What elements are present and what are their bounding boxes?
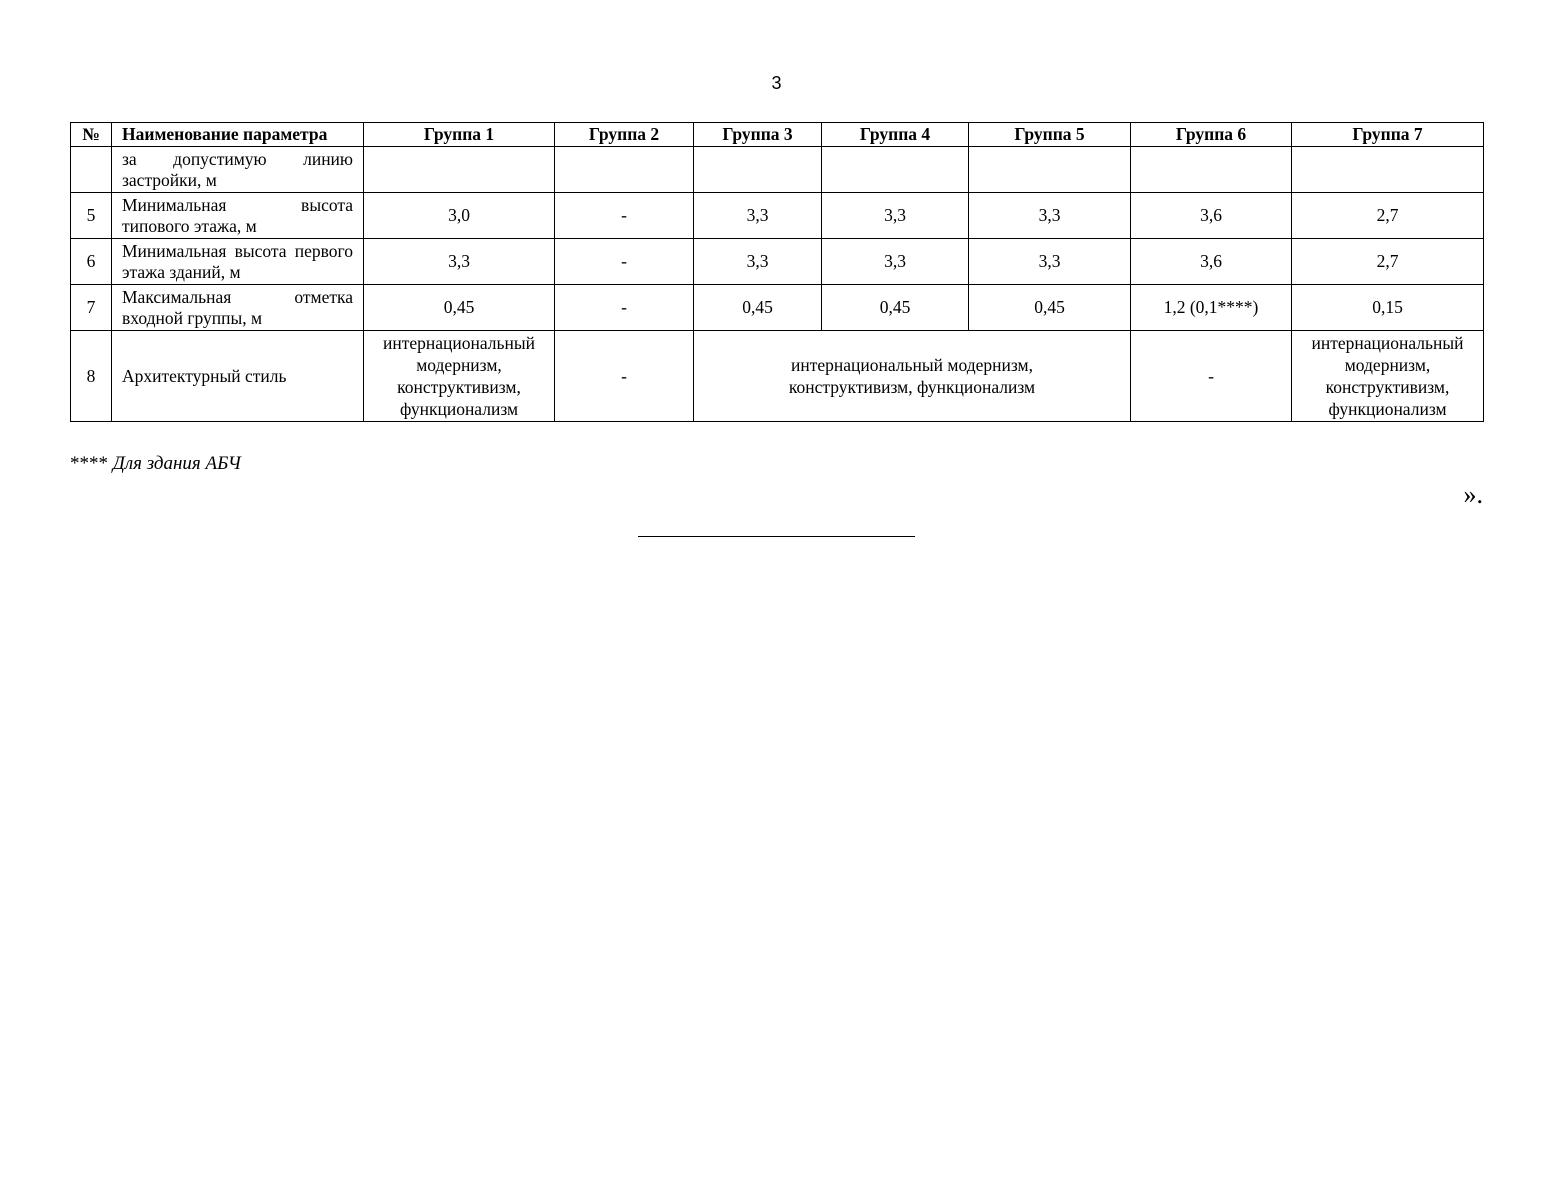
value-cell-group-1: 3,0 xyxy=(364,193,555,239)
parameter-name-cell: Минимальная высота первого этажа зданий, м xyxy=(112,239,364,285)
value-cell-group-3: 0,45 xyxy=(694,285,822,331)
value-cell xyxy=(1292,147,1484,193)
parameter-name-cell: за допустимую линию застройки, м xyxy=(112,147,364,193)
value-cell-group-7: 0,15 xyxy=(1292,285,1484,331)
value-cell xyxy=(1131,147,1292,193)
value-cell-group-1: 3,3 xyxy=(364,239,555,285)
row-number-cell: 7 xyxy=(71,285,112,331)
value-cell-group-2: - xyxy=(555,193,694,239)
table-row xyxy=(71,193,1484,239)
header-group-2: Группа 2 xyxy=(555,123,694,147)
parameter-name-cell: Архитектурный стиль xyxy=(112,331,364,422)
header-group-6: Группа 6 xyxy=(1131,123,1292,147)
table-row xyxy=(71,239,1484,285)
footnote xyxy=(70,452,241,476)
value-cell xyxy=(969,147,1131,193)
value-cell-group-4: 0,45 xyxy=(822,285,969,331)
value-cell-group-5: 3,3 xyxy=(969,193,1131,239)
end-separator-line xyxy=(638,536,915,537)
style-cell-group-6: - xyxy=(1131,331,1292,422)
header-group-4: Группа 4 xyxy=(822,123,969,147)
closing-quote: ». xyxy=(1463,480,1483,509)
value-cell-group-1: 0,45 xyxy=(364,285,555,331)
value-cell-group-6: 3,6 xyxy=(1131,239,1292,285)
style-cell-group-1: интернациональный модернизм, конструктивизм, функционализм xyxy=(364,331,555,422)
row-number-cell xyxy=(71,147,112,193)
value-cell xyxy=(555,147,694,193)
header-group-7: Группа 7 xyxy=(1292,123,1484,147)
value-cell-group-3: 3,3 xyxy=(694,239,822,285)
header-group-3: Группа 3 xyxy=(694,123,822,147)
value-cell xyxy=(364,147,555,193)
header-group-1: Группа 1 xyxy=(364,123,555,147)
page-number: 3 xyxy=(771,73,782,93)
value-cell xyxy=(822,147,969,193)
table-header-row xyxy=(71,123,1484,147)
value-cell-group-2: - xyxy=(555,285,694,331)
value-cell-group-3: 3,3 xyxy=(694,193,822,239)
value-cell-group-5: 3,3 xyxy=(969,239,1131,285)
style-cell-group-2: - xyxy=(555,331,694,422)
value-cell xyxy=(694,147,822,193)
row-number-cell: 5 xyxy=(71,193,112,239)
row-number-cell: 8 xyxy=(71,331,112,422)
footnote-marker: **** xyxy=(70,453,108,474)
header-parameter-name: Наименование параметра xyxy=(112,123,364,147)
style-cell-group-7: интернациональный модернизм, конструктивизм, функционализм xyxy=(1292,331,1484,422)
table-row xyxy=(71,285,1484,331)
value-cell-group-4: 3,3 xyxy=(822,193,969,239)
parameter-name-cell: Минимальная высота типового этажа, м xyxy=(112,193,364,239)
table-row-architectural-style xyxy=(71,331,1484,422)
value-cell-group-4: 3,3 xyxy=(822,239,969,285)
style-cell-groups-3-5: интернациональный модернизм, конструктивизм, функционализм xyxy=(694,331,1131,422)
header-number: № xyxy=(71,123,112,147)
parameters-table xyxy=(70,122,1484,422)
value-cell-group-2: - xyxy=(555,239,694,285)
footnote-text: Для здания АБЧ xyxy=(112,453,241,474)
parameter-name-cell: Максимальная отметка входной группы, м xyxy=(112,285,364,331)
value-cell-group-7: 2,7 xyxy=(1292,193,1484,239)
value-cell-group-6: 1,2 (0,1****) xyxy=(1131,285,1292,331)
value-cell-group-5: 0,45 xyxy=(969,285,1131,331)
value-cell-group-7: 2,7 xyxy=(1292,239,1484,285)
table-row-continuation xyxy=(71,147,1484,193)
value-cell-group-6: 3,6 xyxy=(1131,193,1292,239)
row-number-cell: 6 xyxy=(71,239,112,285)
header-group-5: Группа 5 xyxy=(969,123,1131,147)
